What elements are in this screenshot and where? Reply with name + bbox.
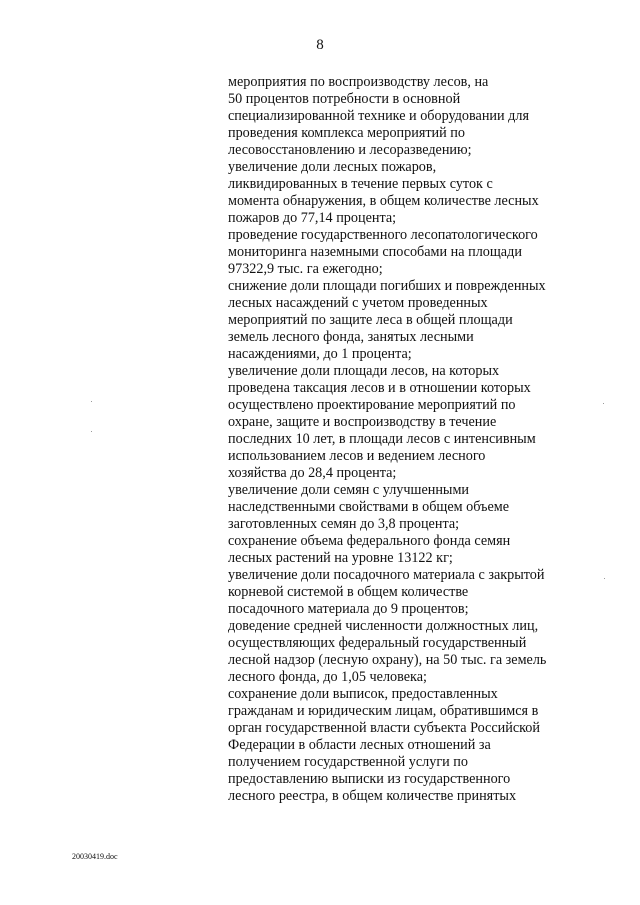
scan-speck (91, 431, 92, 432)
text-line: Федерации в области лесных отношений за (228, 737, 491, 753)
footer-filename: 20030419.doc (72, 852, 118, 861)
text-line: момента обнаружения, в общем количестве лесных (228, 193, 539, 209)
text-line: лесовосстановлению и лесоразведению; (228, 142, 472, 158)
text-line: 50 процентов потребности в основной (228, 91, 461, 107)
text-line: лесной надзор (лесную охрану), на 50 тыс. га земель (228, 652, 547, 668)
text-line: лесных насаждений с учетом проведенных (228, 295, 488, 311)
text-line: насаждениями, до 1 процента; (228, 346, 412, 362)
text-line: лесного реестра, в общем количестве принятых (228, 788, 517, 804)
text-line: 97322,9 тыс. га ежегодно; (228, 261, 383, 277)
text-line: корневой системой в общем количестве (228, 584, 469, 600)
text-line: земель лесного фонда, занятых лесными (228, 329, 474, 345)
text-line: орган государственной власти субъекта Российской (228, 720, 540, 736)
text-line: проведена таксация лесов и в отношении которых (228, 380, 531, 396)
text-line: специализированной технике и оборудовании для (228, 108, 529, 124)
text-line: получением государственной услуги по (228, 754, 468, 770)
text-line: последних 10 лет, в площади лесов с интенсивным (228, 431, 536, 447)
text-line: наследственными свойствами в общем объеме (228, 499, 510, 515)
text-line: гражданам и юридическим лицам, обратившимся в (228, 703, 539, 719)
page-number: 8 (316, 37, 324, 53)
text-line: мероприятия по воспроизводству лесов, на (228, 74, 489, 90)
scan-speck (604, 578, 605, 579)
text-line: проведения комплекса мероприятий по (228, 125, 465, 141)
scan-speck (91, 401, 92, 402)
text-line: сохранение доли выписок, предоставленных (228, 686, 498, 702)
body-text (228, 74, 578, 805)
text-line: хозяйства до 28,4 процента; (228, 465, 397, 481)
text-line: лесного фонда, до 1,05 человека; (228, 669, 427, 685)
text-line: увеличение доли площади лесов, на которых (228, 363, 500, 379)
text-line: доведение средней численности должностных лиц, (228, 618, 539, 634)
text-line: использованием лесов и ведением лесного (228, 448, 486, 464)
text-line: осуществлено проектирование мероприятий по (228, 397, 516, 413)
text-line: пожаров до 77,14 процента; (228, 210, 397, 226)
text-line: сохранение объема федерального фонда семян (228, 533, 511, 549)
text-line: охране, защите и воспроизводству в течение (228, 414, 497, 430)
text-line: увеличение доли семян с улучшенными (228, 482, 470, 498)
text-line: осуществляющих федеральный государственный (228, 635, 527, 651)
text-line: лесных растений на уровне 13122 кг; (228, 550, 453, 566)
text-line: мероприятий по защите леса в общей площади (228, 312, 513, 328)
scan-speck (603, 403, 604, 404)
text-line: увеличение доли лесных пожаров, (228, 159, 437, 175)
text-line: ликвидированных в течение первых суток с (228, 176, 493, 192)
text-line: мониторинга наземными способами на площади (228, 244, 522, 260)
text-line: снижение доли площади погибших и поврежденных (228, 278, 546, 294)
text-line: проведение государственного лесопатологического (228, 227, 538, 243)
text-line: предоставлению выписки из государственного (228, 771, 511, 787)
text-line: посадочного материала до 9 процентов; (228, 601, 469, 617)
text-line: заготовленных семян до 3,8 процента; (228, 516, 460, 532)
text-line: увеличение доли посадочного материала с закрытой (228, 567, 545, 583)
